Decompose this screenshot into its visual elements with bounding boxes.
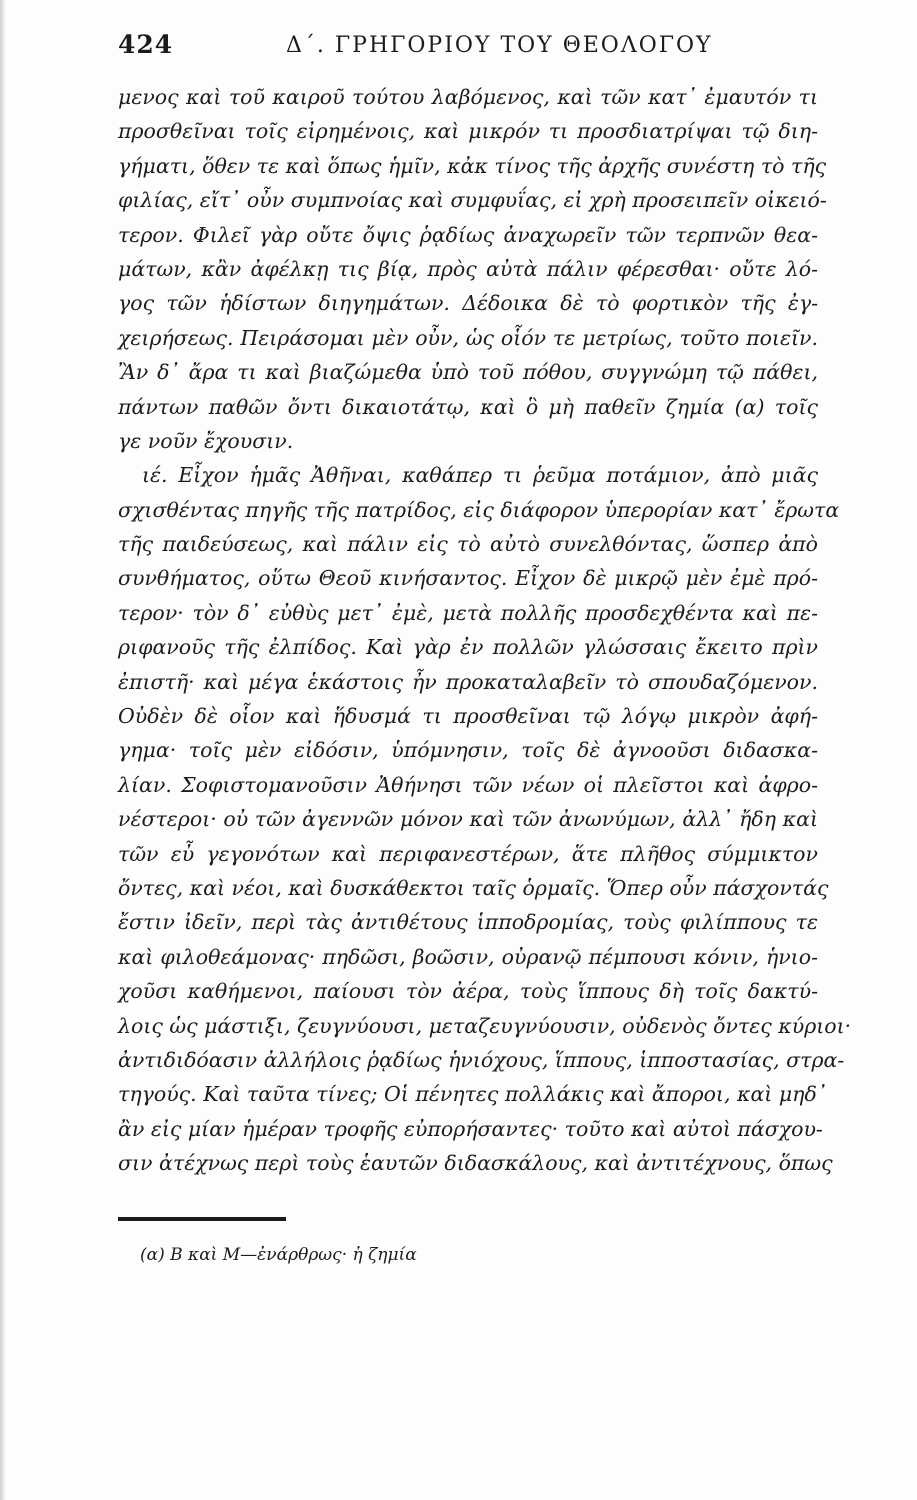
- footnote: (α) Β καὶ Μ—ἐνάρθρως· ἡ ζημία: [140, 1245, 417, 1265]
- text-line: γημα· τοῖς μὲν εἰδόσιν, ὑπόμνησιν, τοῖς δὲ ἀγνοοῦσι διδασκα-: [118, 738, 818, 763]
- page-number: 424: [118, 30, 174, 59]
- section-start-line: ιέ. Εἶχον ἡμᾶς Ἀθῆναι, καθάπερ τι ῥεῦμα ποτάμιον, ἀπὸ μιᾶς: [142, 463, 818, 488]
- text-line: μάτων, κἂν ἀφέλκῃ τις βίᾳ, πρὸς αὐτὰ πάλιν φέρεσθαι· οὔτε λό-: [118, 256, 818, 281]
- text-line: γήματι, ὅθεν τε καὶ ὅπως ἡμῖν, κἀκ τίνος τῆς ἀρχῆς συνέστη τὸ τῆς: [118, 153, 827, 178]
- text-line: τερον· τὸν δ᾽ εὐθὺς μετ᾽ ἐμὲ, μετὰ πολλῆς προσδεχθέντα καὶ πε-: [118, 600, 818, 625]
- text-line: Ἂν δ᾽ ἄρα τι καὶ βιαζώμεθα ὑπὸ τοῦ πόθου, συγγνώμη τῷ πάθει,: [118, 360, 818, 385]
- text-line: λίαν. Σοφιστομανοῦσιν Ἀθήνησι τῶν νέων οἱ πλεῖστοι καὶ ἀφρο-: [118, 772, 818, 797]
- page-edge-shadow: [0, 0, 6, 1500]
- text-line: λοις ὡς μάστιξι, ζευγνύουσι, μεταζευγνύουσιν, οὐδενὸς ὄντες κύριοι·: [118, 1013, 852, 1038]
- text-line: σχισθέντας πηγῆς τῆς πατρίδος, εἰς διάφορον ὑπερορίαν κατ᾽ ἔρωτα: [118, 497, 840, 522]
- body-text: [118, 80, 852, 1181]
- paragraph-end-line: γε νοῦν ἔχουσιν.: [118, 428, 294, 453]
- text-line: τῆς παιδεύσεως, καὶ πάλιν εἰς τὸ αὐτὸ συνελθόντας, ὥσπερ ἀπὸ: [118, 532, 818, 557]
- text-line: χειρήσεως. Πειράσομαι μὲν οὖν, ὡς οἷόν τε μετρίως, τοῦτο ποιεῖν.: [118, 325, 818, 350]
- text-line: προσθεῖναι τοῖς εἰρημένοις, καὶ μικρόν τι προσδιατρίψαι τῷ διη-: [118, 119, 818, 144]
- page-header: [118, 30, 818, 62]
- text-line: ὄντες, καὶ νέοι, καὶ δυσκάθεκτοι ταῖς ὁρμαῖς. Ὅπερ οὖν πάσχοντάς: [118, 875, 829, 900]
- footnote-separator: [118, 1217, 286, 1221]
- text-line: ἀντιδιδόασιν ἀλλήλοις ῥᾳδίως ἡνιόχους, ἵππους, ἱπποστασίας, στρα-: [118, 1047, 845, 1072]
- text-line: σιν ἀτέχνως περὶ τοὺς ἑαυτῶν διδασκάλους, καὶ ἀντιτέχνους, ὅπως: [118, 1151, 833, 1176]
- running-head: Δ΄. ΓΡΗΓΟΡΙΟΥ ΤΟΥ ΘΕΟΛΟΓΟΥ: [286, 33, 713, 58]
- text-line: μενος καὶ τοῦ καιροῦ τούτου λαβόμενος, καὶ τῶν κατ᾽ ἐμαυτόν τι: [118, 85, 818, 109]
- text-line: καὶ φιλοθεάμονας· πηδῶσι, βοῶσιν, οὐρανῷ πέμπουσι κόνιν, ἡνιο-: [118, 944, 818, 969]
- text-line: Οὐδὲν δὲ οἷον καὶ ἥδυσμά τι προσθεῖναι τῷ λόγῳ μικρὸν ἀφή-: [118, 704, 818, 729]
- text-line: ἔστιν ἰδεῖν, περὶ τὰς ἀντιθέτους ἱπποδρομίας, τοὺς φιλίππους τε: [118, 910, 818, 935]
- text-line: γος τῶν ἡδίστων διηγημάτων. Δέδοικα δὲ τὸ φορτικὸν τῆς ἐγ-: [118, 291, 818, 316]
- text-line: φιλίας, εἴτ᾽ οὖν συμπνοίας καὶ συμφυΐας, εἰ χρὴ προσειπεῖν οἰκειό-: [118, 188, 827, 213]
- text-line: νέστεροι· οὐ τῶν ἀγεννῶν μόνον καὶ τῶν ἀνωνύμων, ἀλλ᾽ ἤδη καὶ: [118, 807, 818, 832]
- text-line: ἂν εἰς μίαν ἡμέραν τροφῆς εὐπορήσαντες· τοῦτο καὶ αὐτοὶ πάσχου-: [118, 1116, 823, 1141]
- text-line: χοῦσι καθήμενοι, παίουσι τὸν ἀέρα, τοὺς ἵππους δὴ τοῖς δακτύ-: [118, 979, 818, 1004]
- text-line: ἐπιστῆ· καὶ μέγα ἑκάστοις ἦν προκαταλαβεῖν τὸ σπουδαζόμενον.: [118, 669, 818, 694]
- text-line: τερον. Φιλεῖ γὰρ οὔτε ὄψις ῥᾳδίως ἀναχωρεῖν τῶν τερπνῶν θεα-: [118, 222, 818, 247]
- text-line: τῶν εὖ γεγονότων καὶ περιφανεστέρων, ἅτε πλῆθος σύμμικτον: [118, 841, 818, 866]
- text-line: συνθήματος, οὕτω Θεοῦ κινήσαντος. Εἶχον δὲ μικρῷ μὲν ἐμὲ πρό-: [118, 566, 818, 591]
- text-line: τηγούς. Καὶ ταῦτα τίνες; Οἱ πένητες πολλάκις καὶ ἄποροι, καὶ μηδ᾽: [118, 1082, 828, 1107]
- text-line: ριφανοῦς τῆς ἐλπίδος. Καὶ γὰρ ἐν πολλῶν γλώσσαις ἔκειτο πρὶν: [118, 635, 818, 660]
- text-line: πάντων παθῶν ὄντι δικαιοτάτῳ, καὶ ὃ μὴ παθεῖν ζημία (α) τοῖς: [118, 394, 818, 419]
